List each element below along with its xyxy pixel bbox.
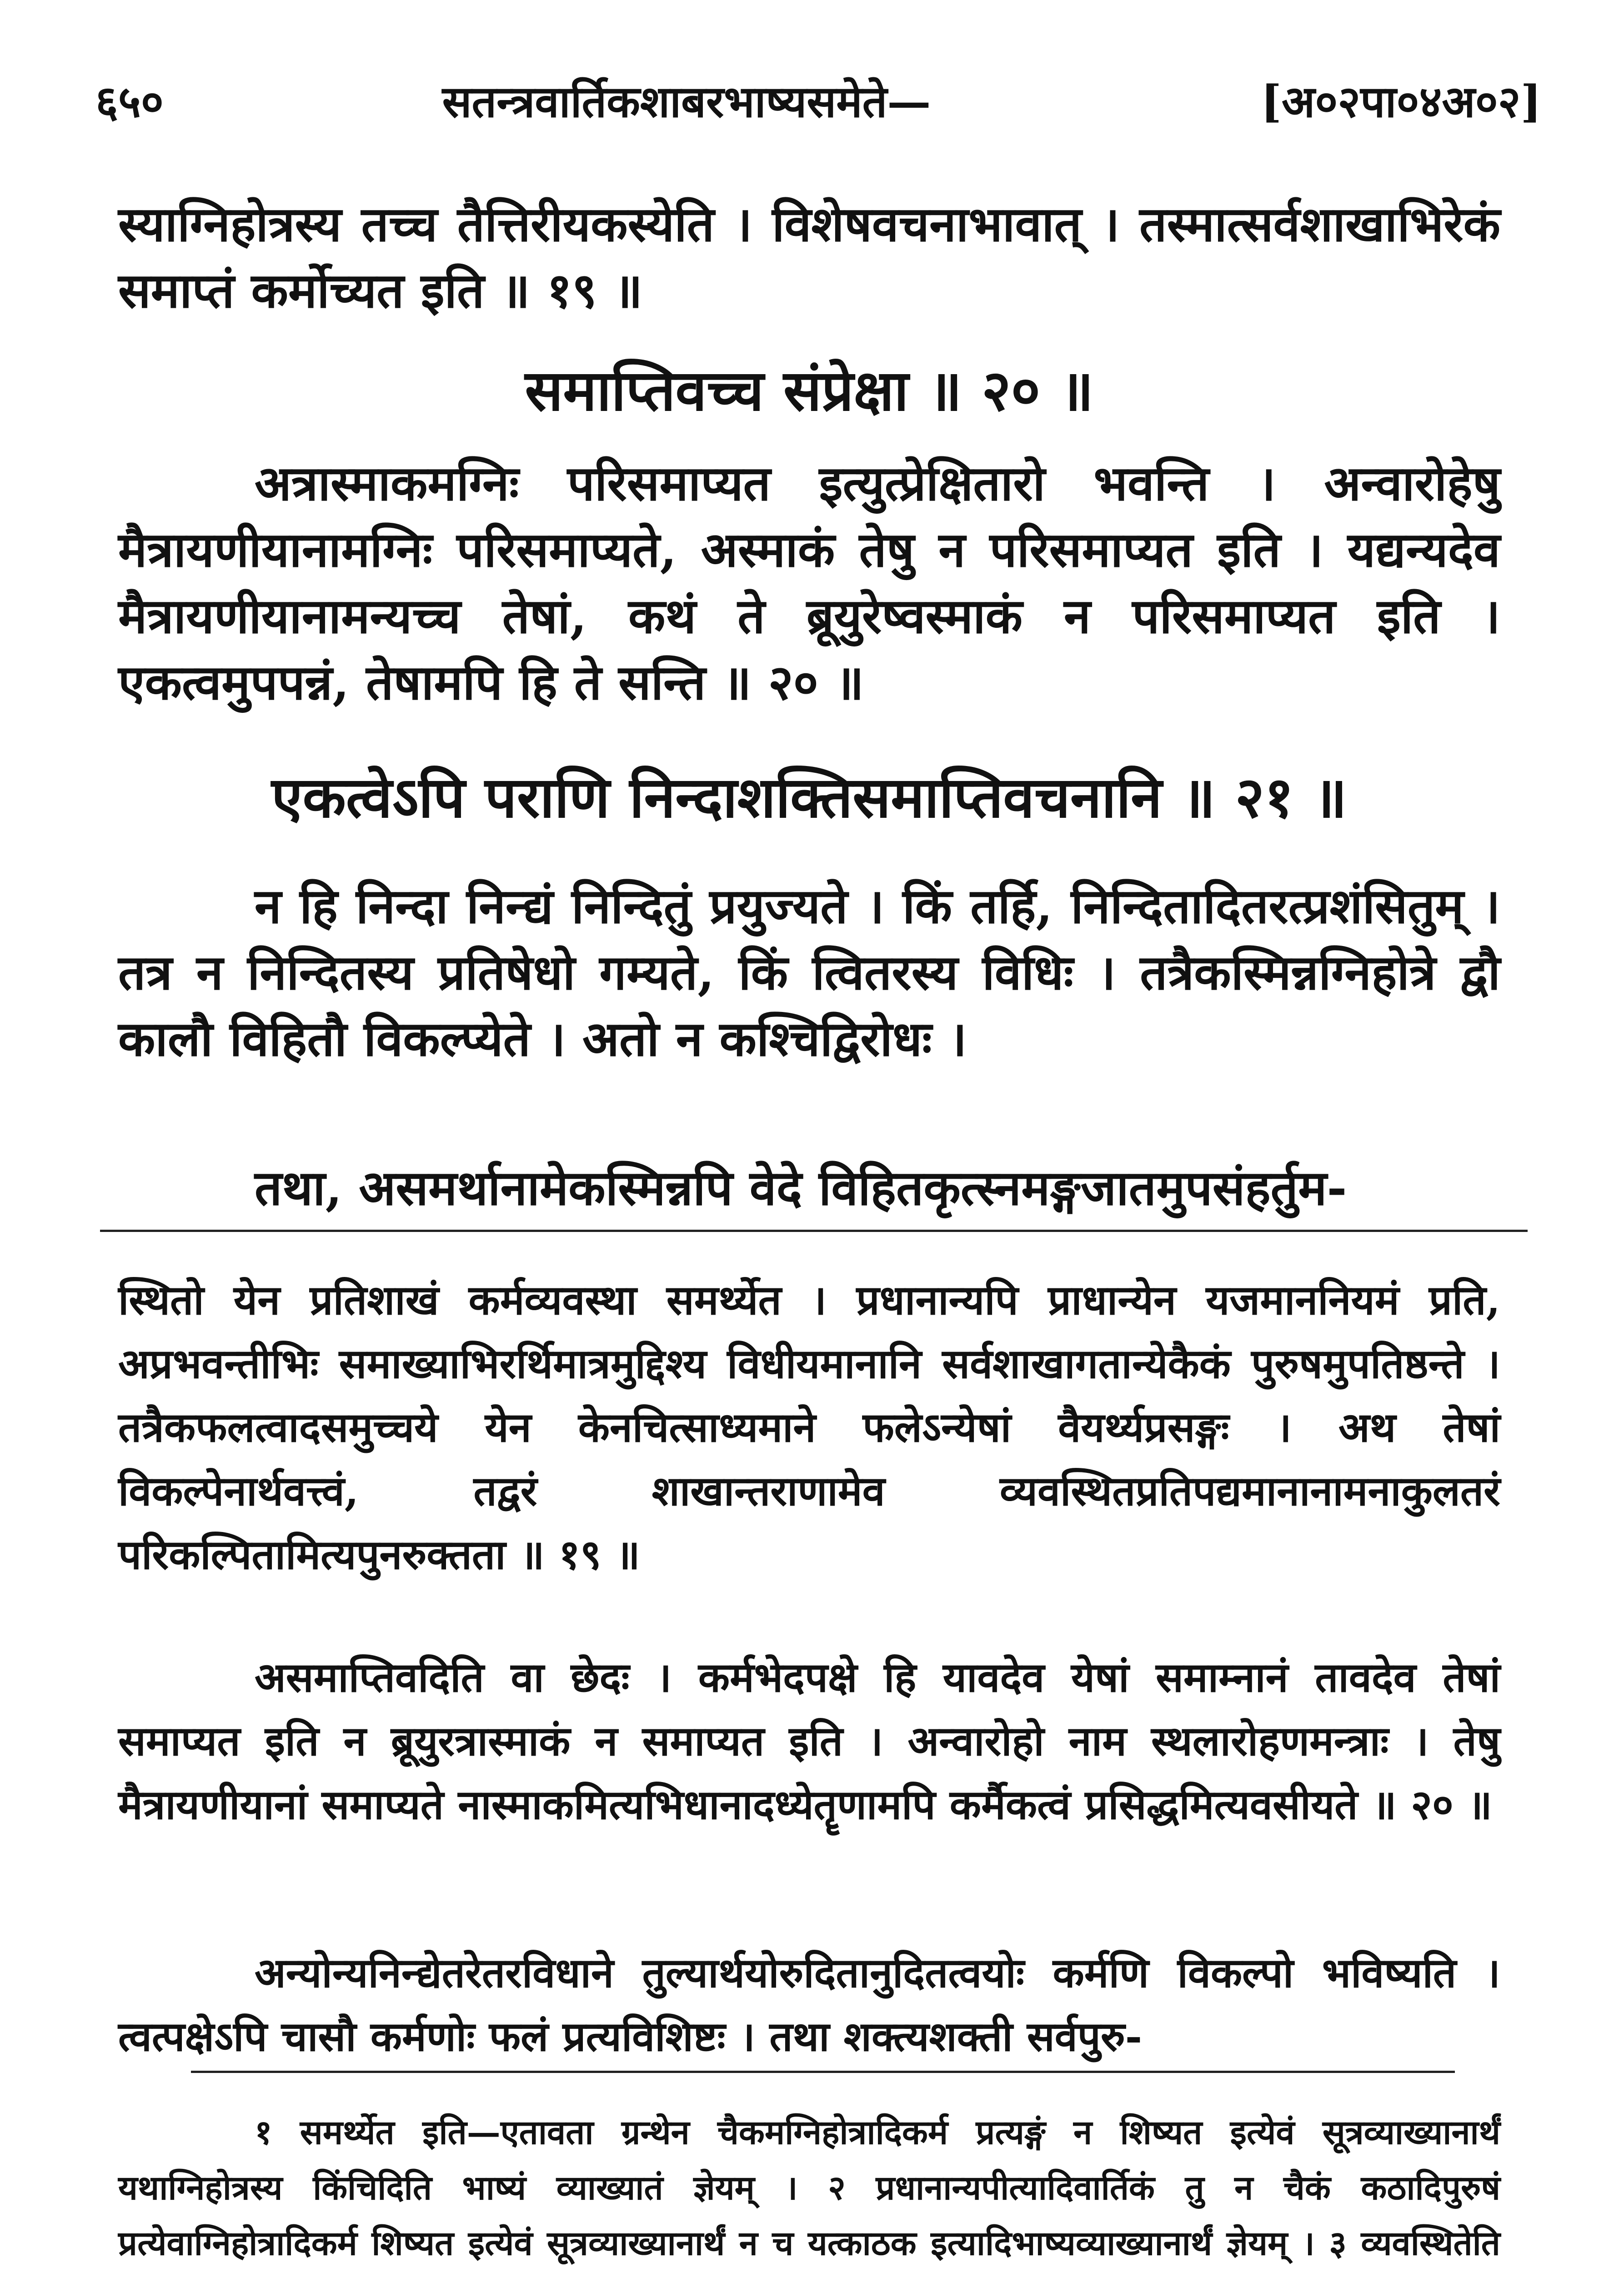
main-paragraph-2: अत्रास्माकमग्निः परिसमाप्यत इत्युत्प्रेक्षितारो भवन्ति । अन्वारोहेषु मैत्रायणीयानामग्निः परिसमाप्यते, अस्माकं तेषु न परिसमाप्यत इति । यद्यन्यदेव मैत्रायणीयानामन्यच्च तेषां, कथं ते ब्रूयुरेष्वस्माकं न परिसमाप्यत इति । एकत्वमुपपन्नं, तेषामपि हि ते सन्ति ॥ २० ॥ xyxy=(118,455,1500,711)
commentary-paragraph-1: स्थितो येन प्रतिशाखं कर्मव्यवस्था समर्थ्येत । प्रधानान्यपि प्राधान्येन यजमाननियमं प्रति, अप्रभवन्तीभिः समाख्याभिरर्थिमात्रमुद्दिश्य विधीयमानानि सर्वशाखागतान्येकैकं पुरुषमुपतिष्ठन्ते । तत्रैकफलत्वादसमुच्चये येन केनचित्साध्यमाने फलेऽन्येषां वैयर्थ्यप्रसङ्गः । अथ तेषां विकल्पेनार्थवत्त्वं, तद्वरं शाखान्तराणामेव व्यवस्थितप्रतिपद्यमानानामनाकुलतरं परिकल्पितामित्यपुनरुक्तता ॥ १९ ॥ xyxy=(118,1276,1500,1579)
sutra-21-heading: एकत्वेऽपि पराणि निन्दाशक्तिसमाप्तिवचनानि ॥ २१ ॥ xyxy=(271,765,1347,831)
main-paragraph-1: स्याग्निहोत्रस्य तच्च तैत्तिरीयकस्येति । विशेषवचनाभावात् । तस्मात्सर्वशाखाभिरेकं समाप्तं कर्मोच्यत इति ॥ १९ ॥ xyxy=(118,195,1500,319)
main-paragraph-3: न हि निन्दा निन्द्यं निन्दितुं प्रयुज्यते । किं तर्हि, निन्दितादितरत्प्रशंसितुम् । तत्र न निन्दितस्य प्रतिषेधो गम्यते, किं त्वितरस्य विधिः । तत्रैकस्मिन्नग्निहोत्रे द्वौ कालौ विहितौ विकल्प्येते । अतो न कश्चिद्विरोधः । xyxy=(118,877,1500,1067)
page-number: ६५० xyxy=(95,75,164,127)
chapter-reference: [अ०२पा०४अ०२] xyxy=(1261,75,1541,127)
commentary-paragraph-3: अन्योन्यनिन्द्येतरेतरविधाने तुल्यार्थयोरुदितानुदितत्वयोः कर्मणि विकल्पो भविष्यति । त्वत्पक्षेऽपि चासौ कर्मणोः फलं प्रत्यविशिष्टः । तथा शक्त्यशक्ती सर्वपुरु- xyxy=(118,1949,1500,2061)
running-title: सतन्त्रवार्तिकशाबरभाष्यसमेते— xyxy=(442,75,931,127)
footnotes: १ समर्थ्येत इति—एतावता ग्रन्थेन चैकमग्निहोत्रादिकर्म प्रत्यङ्गं न शिष्यत इत्येवं सूत्रव्याख्यानार्थं यथाग्निहोत्रस्य किंचिदिति भाष्यं व्याख्यातं ज्ञेयम् । २ प्रधानान्यपीत्यादिवार्तिकं तु न चैकं कठादिपुरुषं प्रत्येवाग्निहोत्रादिकर्म शिष्यत इत्येवं सूत्रव्याख्यानार्थं न च यत्काठक इत्यादिभाष्यव्याख्यानार्थं ज्ञेयम् । ३ व्यवस्थितेति xyxy=(118,2113,1500,2263)
main-paragraph-4: तथा, असमर्थानामेकस्मिन्नपि वेदे विहितकृत्स्नमङ्गजातमुपसंहर्तुम- xyxy=(255,1159,1347,1216)
sutra-20-heading: समाप्तिवच्च संप्रेक्षा ॥ २० ॥ xyxy=(525,358,1094,424)
running-header xyxy=(95,68,1541,132)
commentary-divider xyxy=(100,1230,1528,1232)
footnote-divider xyxy=(191,2071,1455,2073)
commentary-paragraph-2: असमाप्तिवदिति वा छेदः । कर्मभेदपक्षे हि यावदेव येषां समाम्नानं तावदेव तेषां समाप्यत इति न ब्रूयुरत्रास्माकं न समाप्यत इति । अन्वारोहो नाम स्थलारोहणमन्त्राः । तेषु मैत्रायणीयानां समाप्यते नास्माकमित्यभिधानादध्येतॄणामपि कर्मैकत्वं प्रसिद्धमित्यवसीयते ॥ २० ॥ xyxy=(118,1653,1500,1829)
